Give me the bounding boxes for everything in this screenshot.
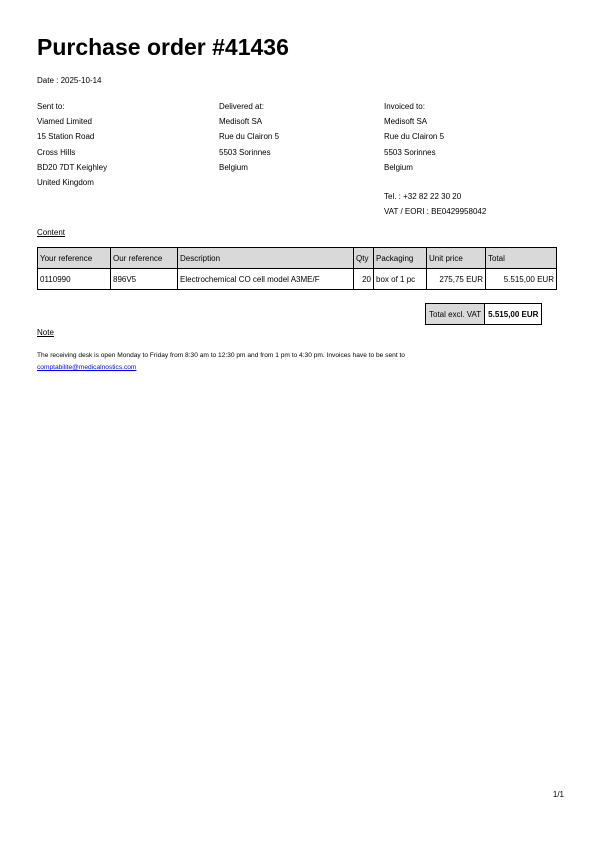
address-line: Belgium	[384, 162, 413, 172]
content-heading: Content	[37, 228, 66, 237]
page-title: Purchase order #41436	[37, 34, 289, 60]
delivered-at-heading: Delivered at:	[219, 102, 264, 111]
address-line: Belgium	[219, 162, 248, 172]
address-line: 5503 Sorinnes	[219, 147, 271, 157]
invoiced-to-heading: Invoiced to:	[384, 102, 425, 111]
date-value: 2025-10-14	[60, 76, 102, 85]
address-line: 15 Station Road	[37, 132, 95, 142]
column-header: Your reference	[38, 248, 111, 269]
cell-your-reference: 0110990	[38, 269, 111, 290]
note-body: The receiving desk is open Monday to Friday from 8:30 am to 12:30 pm and from 1 pm to 4:30 pm. Invoices have to be sent to	[37, 352, 405, 359]
column-header: Qty	[354, 248, 374, 269]
sent-to-block	[37, 99, 107, 190]
column-header: Total	[486, 248, 557, 269]
total-value: 5.515,00 EUR	[485, 304, 542, 325]
cell-total: 5.515,00 EUR	[486, 269, 557, 290]
note-heading: Note	[37, 328, 54, 337]
address-line: Rue du Clairon 5	[219, 132, 280, 142]
page-number: 1/1	[552, 790, 564, 799]
email-link[interactable]: comptabilite@medicalnostics.com	[37, 364, 137, 371]
totals-row	[426, 304, 542, 325]
note-text	[37, 350, 557, 374]
sent-to-heading: Sent to:	[37, 102, 65, 111]
cell-unit-price: 275,75 EUR	[427, 269, 486, 290]
address-line: Rue du Clairon 5	[384, 132, 445, 142]
invoiced-to-block	[384, 99, 444, 175]
telephone: Tel. : +32 82 22 30 20	[384, 192, 462, 201]
address-line: BD20 7DT Keighley	[37, 162, 108, 172]
delivered-at-block	[219, 99, 279, 175]
order-date	[37, 76, 102, 85]
cell-our-reference: 896V5	[111, 269, 178, 290]
address-line: Medisoft SA	[384, 117, 428, 127]
total-label: Total excl. VAT	[426, 304, 485, 325]
totals-table	[425, 303, 542, 325]
address-line: United Kingdom	[37, 178, 94, 188]
address-line: Viamed Limited	[37, 117, 92, 127]
contact-block	[384, 189, 486, 219]
table-header-row	[38, 248, 557, 269]
column-header: Unit price	[427, 248, 486, 269]
cell-description: Electrochemical CO cell model A3ME/F	[178, 269, 354, 290]
column-header: Description	[178, 248, 354, 269]
address-line: 5503 Sorinnes	[384, 147, 436, 157]
date-label: Date :	[37, 76, 59, 85]
table-row	[38, 269, 557, 290]
column-header: Our reference	[111, 248, 178, 269]
column-header: Packaging	[374, 248, 427, 269]
vat-eori: VAT / EORI : BE0429958042	[384, 207, 487, 217]
cell-qty: 20	[354, 269, 374, 290]
cell-packaging: box of 1 pc	[374, 269, 427, 290]
items-table	[37, 247, 557, 290]
address-line: Medisoft SA	[219, 117, 263, 127]
address-line: Cross Hills	[37, 147, 76, 157]
